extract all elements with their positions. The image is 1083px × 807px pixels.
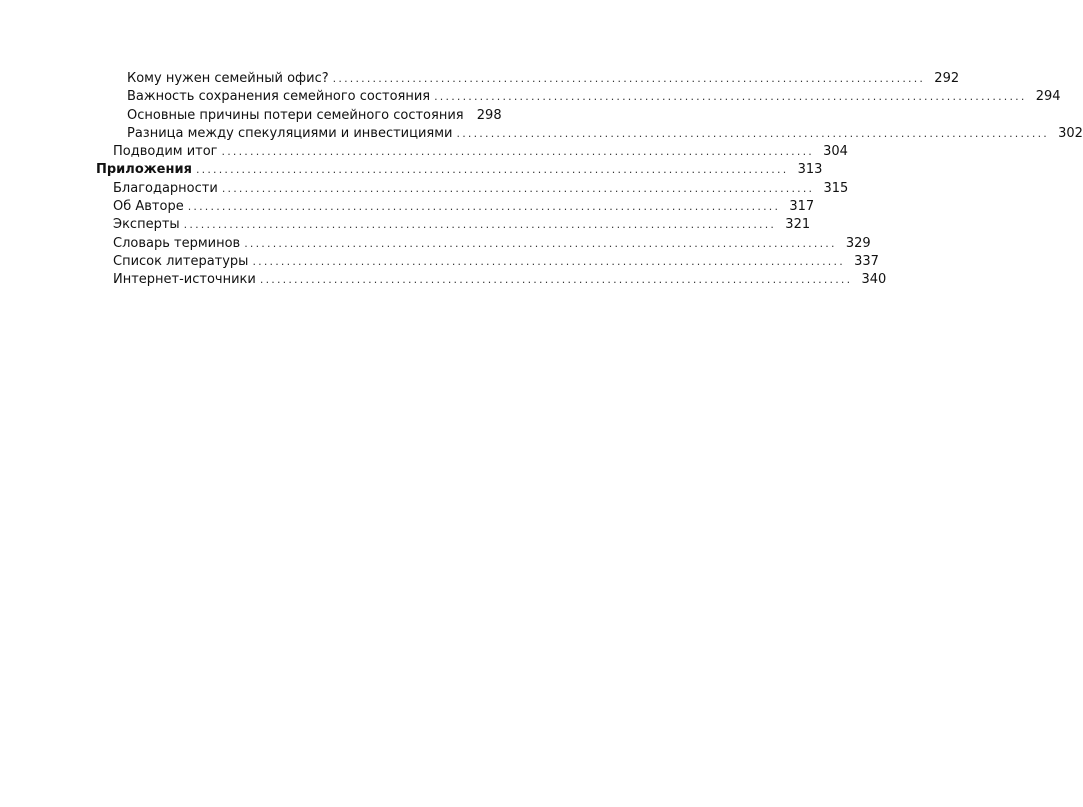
toc-leader-dots: ........................................................................................................ (456, 126, 1049, 140)
toc-entry-title: Основные причины потери семейного состояния (127, 107, 464, 123)
toc-entry-title: Разница между спекуляциями и инвестициями (127, 125, 453, 141)
toc-entry-title: Эксперты (113, 217, 180, 233)
toc-entry[interactable] (0, 271, 887, 289)
toc-entry[interactable] (0, 216, 811, 234)
table-of-contents (0, 70, 1083, 290)
toc-entry[interactable] (0, 70, 960, 88)
toc-entry[interactable] (0, 198, 815, 216)
toc-entry-title: Список литературы (113, 253, 249, 269)
toc-leader-dots: ........................................................................................................ (252, 254, 845, 268)
toc-leader-dots: ........................................................................................................ (434, 90, 1027, 104)
toc-entry-title: Подводим итог (113, 144, 218, 160)
toc-entry-page-number: 298 (476, 107, 502, 123)
toc-entry-page-number: 304 (823, 144, 848, 160)
toc-entry-page-number: 317 (789, 199, 815, 215)
toc-entry-page-number: 313 (797, 162, 823, 178)
toc-entry[interactable] (0, 125, 1083, 143)
toc-entry-title: Интернет-источники (113, 272, 256, 288)
toc-leader-dots: ........................................................................................................ (221, 181, 815, 195)
toc-entry-page-number: 292 (934, 71, 960, 86)
toc-section-heading[interactable] (0, 161, 823, 179)
toc-entry[interactable] (0, 180, 849, 198)
toc-leader-dots: ........................................................................................................ (244, 236, 837, 250)
toc-entry[interactable] (0, 143, 848, 161)
toc-entry-title: Словарь терминов (113, 235, 241, 251)
toc-entry-page-number: 340 (861, 272, 887, 288)
toc-entry[interactable] (0, 235, 871, 253)
toc-entry-page-number: 294 (1035, 89, 1061, 105)
toc-leader-dots: ........................................................................................................ (332, 72, 926, 85)
toc-leader-dots: ........................................................................................................ (195, 163, 789, 177)
toc-entry-title: Важность сохранения семейного состояния (127, 89, 431, 105)
toc-entry-title: Об Авторе (113, 199, 184, 215)
toc-entry-page-number: 329 (845, 235, 871, 251)
toc-entry-page-number: 337 (854, 253, 879, 269)
toc-entry-page-number: 302 (1058, 125, 1083, 141)
toc-leader-dots: ........................................................................................................ (259, 273, 853, 287)
toc-entry[interactable] (0, 88, 1061, 106)
toc-entry-title: Кому нужен семейный офис? (127, 71, 329, 86)
toc-entry-page-number: 321 (785, 217, 811, 233)
toc-leader-dots: ........................................................................................................ (183, 218, 777, 232)
toc-entry[interactable] (0, 107, 571, 125)
toc-leader-dots: ........................................................................................................ (187, 200, 781, 214)
toc-entry-title: Благодарности (113, 180, 218, 196)
toc-entry-title: Приложения (96, 162, 192, 178)
toc-entry[interactable] (0, 253, 879, 271)
toc-entry-page-number: 315 (823, 180, 849, 196)
toc-leader-dots: ........................................................................................................ (221, 145, 814, 159)
